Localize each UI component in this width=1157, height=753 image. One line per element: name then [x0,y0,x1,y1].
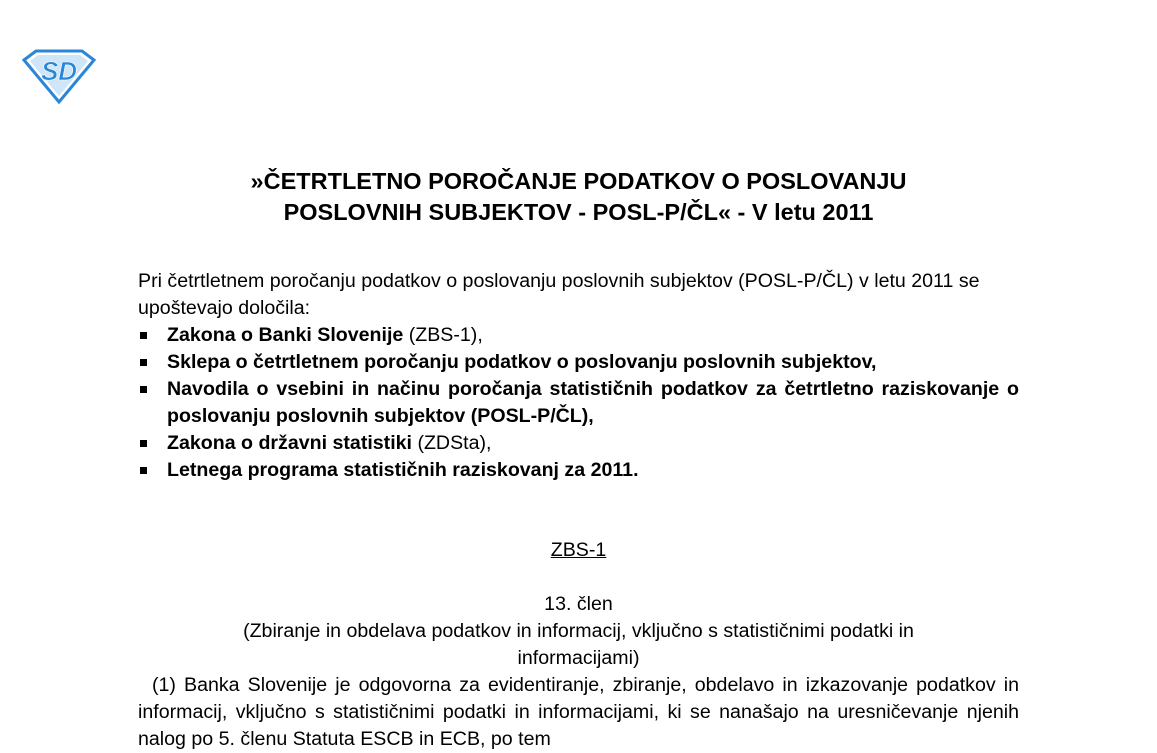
article-heading: (Zbiranje in obdelava podatkov in informacij, vključno s statističnimi podatki in informacijami) [243,620,914,669]
intro-paragraph: Pri četrtletnem poročanju podatkov o poslovanju poslovnih subjektov (POSL-P/ČL) v letu 2011 se upoštevajo določila: [138,270,980,319]
title-line-1: »ČETRTLETNO POROČANJE PODATKOV O POSLOVANJU [250,168,907,194]
regulation-list [138,322,1019,484]
article-paragraph: (1) Banka Slovenije je odgovorna za evidentiranje, zbiranje, obdelavo in izkazovanje podatkov in informacij, vključno s statističnimi podatki in informacijami, ki se nanašajo na uresničevanje njenih nalog po 5. členu Statuta ESCB in ECB, po tem [138,674,1019,750]
list-item: Navodila o vsebini in načinu poročanja statističnih podatkov za četrtletno raziskovanje o poslovanju poslovnih subjektov (POSL-P/ČL), [138,376,1019,430]
list-item: Zakona o državni statistiki (ZDSta), [138,430,1019,457]
list-item: Zakona o Banki Slovenije (ZBS-1), [138,322,1019,349]
list-item: Sklepa o četrtletnem poročanju podatkov o poslovanju poslovnih subjektov, [138,349,1019,376]
section-heading: ZBS-1 [550,539,607,561]
logo-lettering: SD [40,56,78,86]
document-title [100,166,1057,228]
article-number: 13. člen [544,593,613,615]
list-item: Letnega programa statističnih raziskovanj za 2011. [138,457,1019,484]
title-line-2: POSLOVNIH SUBJEKTOV - POSL-P/ČL« - V letu 2011 [283,199,874,225]
company-logo [22,48,96,104]
